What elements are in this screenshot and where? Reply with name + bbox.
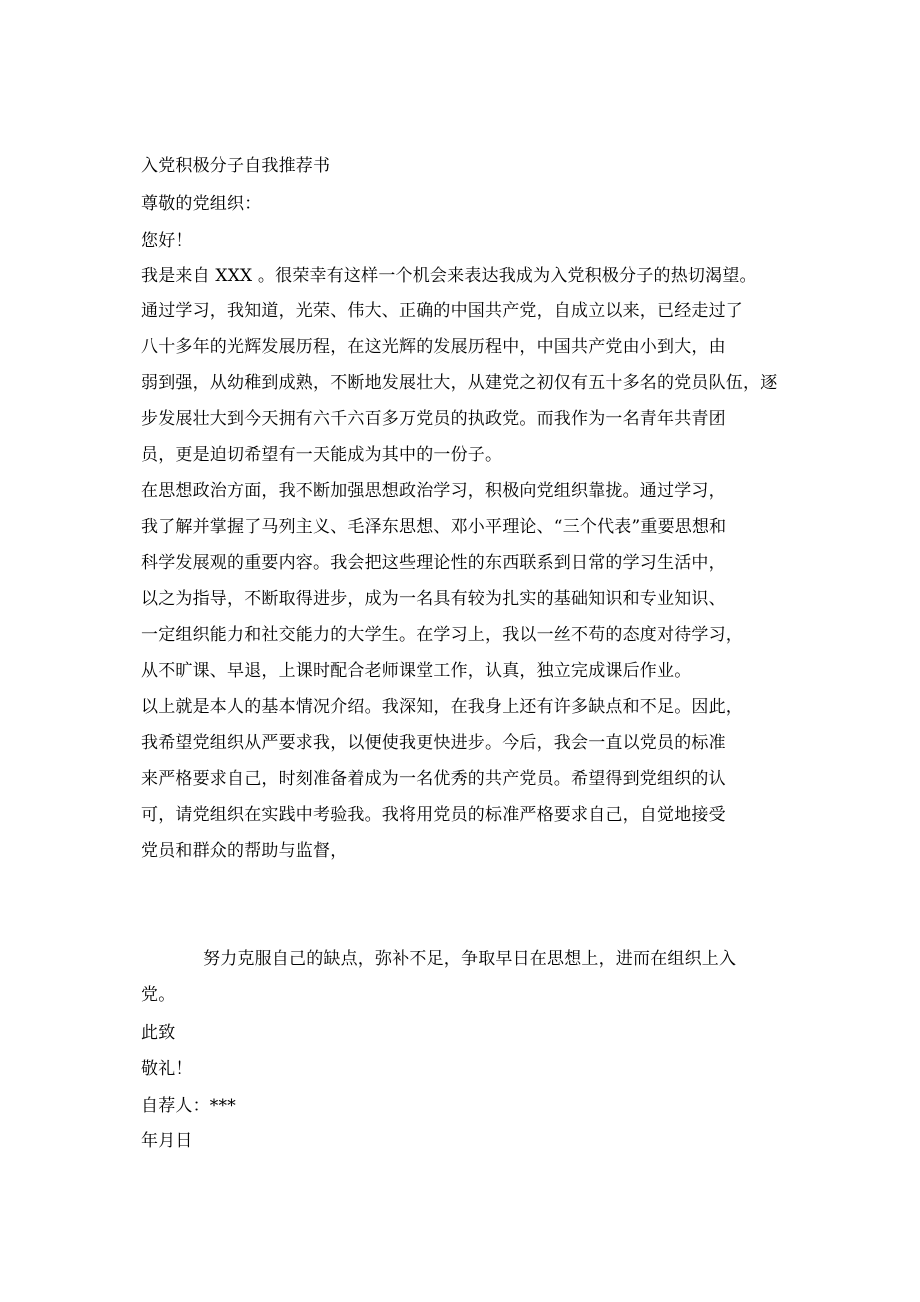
paragraph-line: 步发展壮大到今天拥有六千六百多万党员的执政党。而我作为一名青年共青团 <box>141 409 726 429</box>
paragraph-line: 来严格要求自己，时刻准备着成为一名优秀的共产党员。希望得到党组织的认 <box>141 769 726 789</box>
closing-line: 敬礼！ <box>141 1059 193 1079</box>
paragraph-line: 可，请党组织在实践中考验我。我将用党员的标准严格要求自己，自觉地接受 <box>141 805 726 825</box>
paragraph-line: 我是来自 XXX 。很荣幸有这样一个机会来表达我成为入党积极分子的热切渴望。 <box>141 266 757 286</box>
date-line: 年月日 <box>141 1131 193 1151</box>
paragraph-line: 一定组织能力和社交能力的大学生。在学习上，我以一丝不苟的态度对待学习， <box>141 625 743 645</box>
paragraph-line: 以之为指导，不断取得进步，成为一名具有较为扎实的基础知识和专业知识、 <box>141 589 726 609</box>
paragraph-line: 科学发展观的重要内容。我会把这些理论性的东西联系到日常的学习生活中， <box>141 553 726 573</box>
paragraph-line: 从不旷课、早退，上课时配合老师课堂工作，认真，独立完成课后作业。 <box>141 661 692 681</box>
paragraph-line: 八十多年的光辉发展历程，在这光辉的发展历程中，中国共产党由小到大，由 <box>141 337 726 357</box>
paragraph-line: 以上就是本人的基本情况介绍。我深知，在我身上还有许多缺点和不足。因此， <box>141 697 743 717</box>
paragraph-line: 努力克服自己的缺点，弥补不足，争取早日在思想上，进而在组织上入 <box>203 949 737 969</box>
paragraph-line: 弱到强，从幼稚到成熟，不断地发展壮大，从建党之初仅有五十多名的党员队伍，逐 <box>141 373 778 393</box>
paragraph-line: 在思想政治方面，我不断加强思想政治学习，积极向党组织靠拢。通过学习， <box>141 481 726 501</box>
signature: 自荐人：*** <box>141 1096 236 1116</box>
paragraph-line: 通过学习，我知道，光荣、伟大、正确的中国共产党，自成立以来，已经走过了 <box>141 301 743 321</box>
paragraph-line: 我希望党组织从严要求我，以便使我更快进步。今后，我会一直以党员的标准 <box>141 733 726 753</box>
paragraph-line: 员，更是迫切希望有一天能成为其中的一份子。 <box>141 445 503 465</box>
paragraph-line: 党。 <box>141 985 176 1005</box>
closing-line: 此致 <box>141 1023 176 1043</box>
paragraph-line: 我了解并掌握了马列主义、毛泽东思想、邓小平理论、“三个代表”重要思想和 <box>141 517 727 537</box>
paragraph-line: 党员和群众的帮助与监督， <box>141 841 348 861</box>
greeting: 您好！ <box>141 231 193 251</box>
document-title: 入党积极分子自我推荐书 <box>141 156 331 176</box>
salutation: 尊敬的党组织： <box>141 194 262 214</box>
